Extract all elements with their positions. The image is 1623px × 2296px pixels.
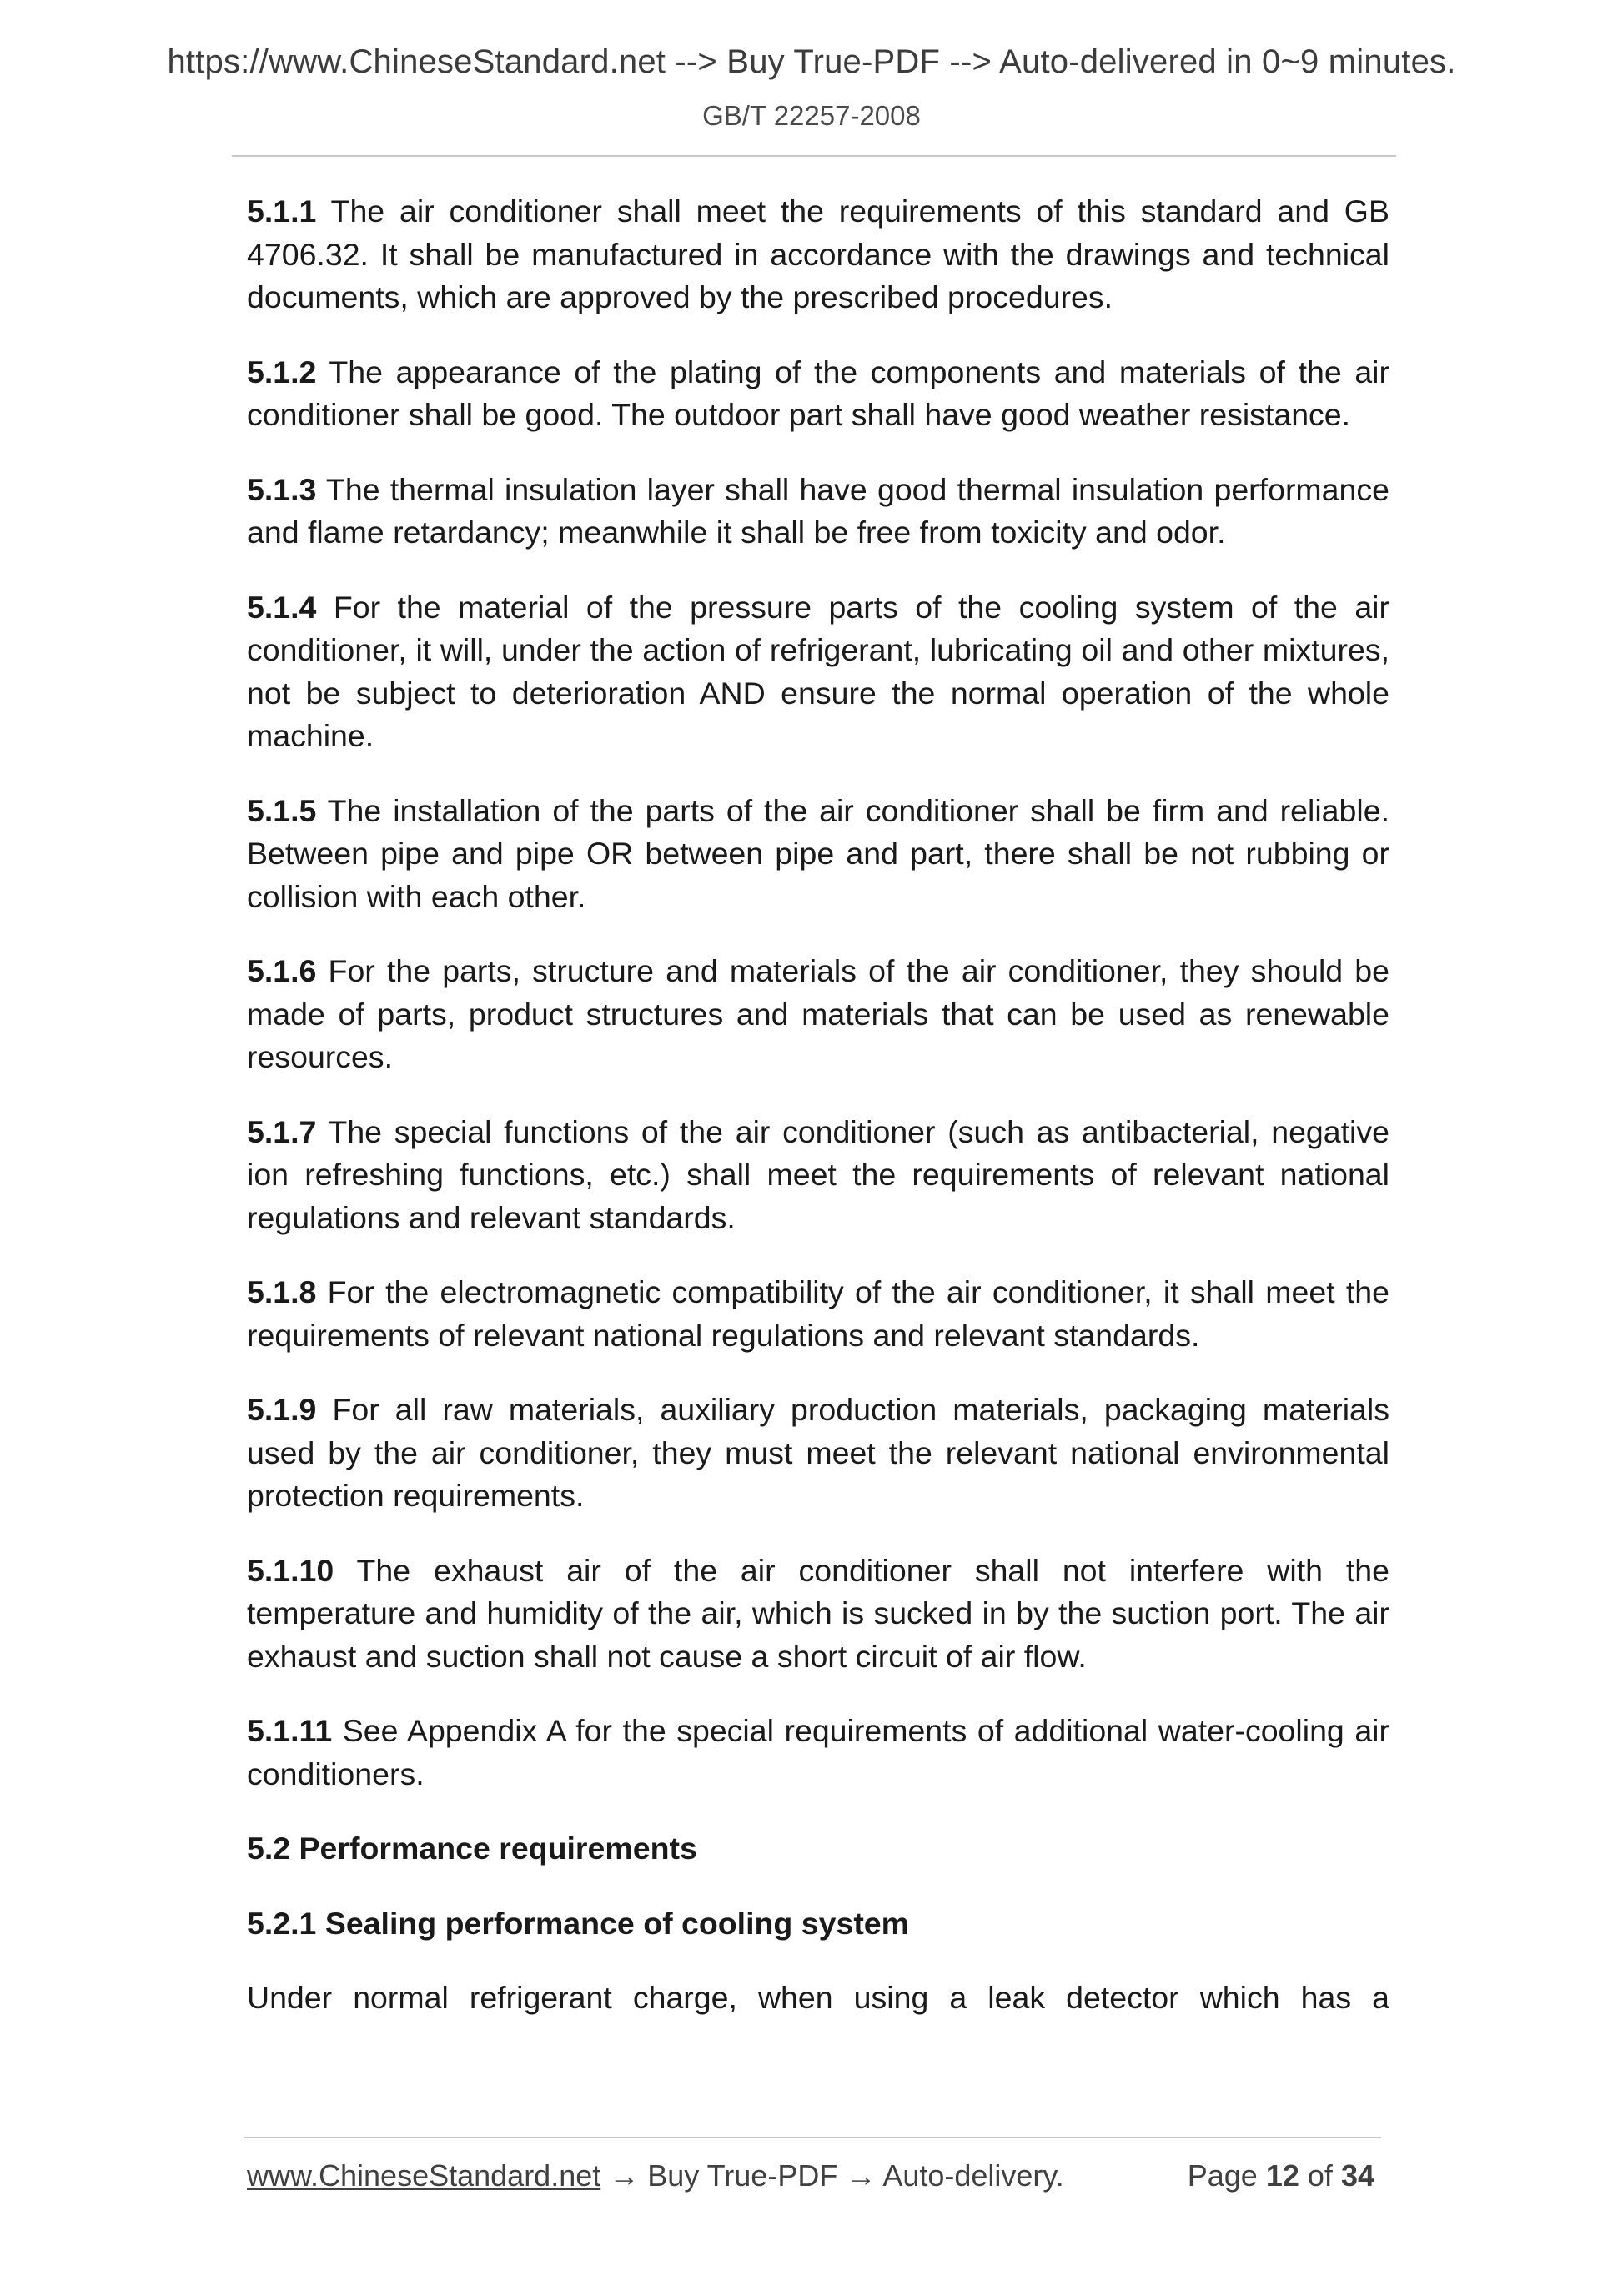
clause-5-1-9 [247,1389,1389,1518]
header-divider [232,155,1396,157]
clause-text: The installation of the parts of the air conditioner shall be firm and reliable. Between pipe and pipe OR between pipe and part, there shall be not rubbing or collision with each other. [247,792,1389,914]
clause-number: 5.1.8 [247,1274,317,1309]
clause-5-1-4 [247,586,1389,758]
footer-tagline: → Buy True-PDF → Auto-delivery. [600,2158,1064,2193]
clause-number: 5.1.2 [247,354,317,389]
clause-number: 5.1.5 [247,792,317,828]
clause-5-1-7 [247,1111,1389,1240]
document-code: GB/T 22257-2008 [702,100,921,131]
total-pages: 34 [1340,2158,1374,2193]
clause-5-1-2 [247,351,1389,437]
clause-number: 5.1.1 [247,193,317,229]
clause-number: 5.1.6 [247,953,317,988]
clause-5-1-10 [247,1550,1389,1679]
clause-text: See Appendix A for the special requirements of additional water-cooling air conditioners. [247,1713,1389,1791]
clause-5-1-8 [247,1271,1389,1357]
clause-number: 5.1.3 [247,471,317,507]
clause-text: For the electromagnetic compatibility of the air conditioner, it shall meet the requirements of relevant national regulations and relevant standards. [247,1274,1389,1353]
clause-5-1-11 [247,1710,1389,1796]
footer-left [247,2158,1064,2193]
clause-number: 5.1.9 [247,1392,317,1427]
header-url-line: https://www.ChineseStandard.net --> Buy True-PDF --> Auto-delivered in 0~9 minutes. [167,43,1456,80]
clause-5-1-3 [247,469,1389,555]
clause-text: The special functions of the air conditioner (such as antibacterial, negative ion refreshing functions, etc.) shall meet the requirements of relevant national regulations and relevant standards. [247,1113,1389,1235]
clause-number: 5.1.7 [247,1113,317,1149]
clause-text: For all raw materials, auxiliary production materials, packaging materials used by the air conditioner, they must meet the relevant national environmental protection requirements. [247,1392,1389,1513]
clause-text: The exhaust air of the air conditioner shall not interfere with the temperature and humidity of the air, which is sucked in by the suction port. The air exhaust and suction shall not cause a short circuit of air flow. [247,1552,1389,1674]
footer-divider [244,2137,1381,2138]
clause-number: 5.1.10 [247,1552,334,1588]
clause-text: The air conditioner shall meet the requirements of this standard and GB 4706.32. It shall be manufactured in accordance with the drawings and technical documents, which are approved by the prescribed procedures. [247,193,1389,314]
clause-number: 5.1.4 [247,589,317,625]
section-heading-5-2-1: 5.2.1 Sealing performance of cooling system [247,1905,910,1941]
sealing-performance-text: Under normal refrigerant charge, when using a leak detector which has a [247,1980,1389,2015]
clause-text: The thermal insulation layer shall have good thermal insulation performance and flame retardancy; meanwhile it shall be free from toxicity and odor. [247,471,1389,550]
of-label: of [1307,2158,1333,2193]
footer-site-link[interactable]: www.ChineseStandard.net [247,2158,601,2193]
clause-number: 5.1.11 [247,1713,333,1748]
document-body [247,190,1389,2020]
clause-5-1-5 [247,790,1389,919]
current-page: 12 [1265,2158,1299,2193]
clause-5-1-6 [247,950,1389,1079]
clause-text: For the parts, structure and materials of the air conditioner, they should be made of parts, product structures and materials that can be used as renewable resources. [247,953,1389,1074]
clause-5-1-1 [247,190,1389,319]
clause-text: For the material of the pressure parts of the cooling system of the air conditioner, it will, under the action of refrigerant, lubricating oil and other mixtures, not be subject to deterioration AND ensure the normal operation of the whole machine. [247,589,1389,753]
page-number [1188,2158,1374,2193]
clause-text: The appearance of the plating of the components and materials of the air conditioner shall be good. The outdoor part shall have good weather resistance. [247,354,1389,432]
page-label: Page [1187,2158,1258,2193]
section-heading-5-2: 5.2 Performance requirements [247,1831,697,1866]
